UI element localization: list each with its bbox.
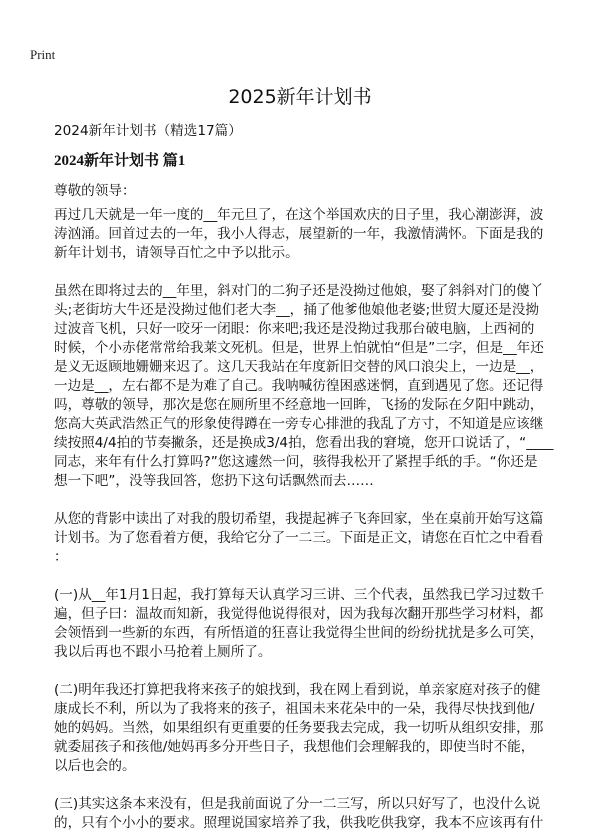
text-line: 过波音飞机，只好一咬牙一闭眼：你来吧;我还是没拗过我那台破电脑，上西祠的 <box>54 321 535 337</box>
paragraph <box>54 681 574 776</box>
section-heading: 2024新年计划书 篇1 <box>54 153 186 169</box>
paragraph <box>54 586 574 662</box>
text-line: 吗，尊敬的领导，那次是您在厕所里不经意地一回眸，飞扬的发际在夕阳中跳动， <box>54 397 544 413</box>
document-title: 2025新年计划书 <box>228 86 372 108</box>
text-line: 是义无返顾地姗姗来迟了。这几天我站在年度新旧交替的风口浪尖上，一边是__， <box>54 359 544 375</box>
text-line: 我以后再也不跟小马抢着上厕所了。 <box>54 644 272 660</box>
text-line: 同志，来年有什么打算吗?”您这遽然一问，骇得我松开了紧捏手纸的手。“你还是 <box>54 454 538 470</box>
document-body <box>54 120 574 833</box>
text-line: 续按照4/4拍的节奏撇条，还是换成3/4拍，您看出我的窘境，您开口说话了，“____ <box>54 435 554 451</box>
text-line: 一边是__，左右都不是为难了自己。我呐喊彷徨困惑迷惘，直到遇见了您。还记得 <box>54 378 544 394</box>
text-line: 涛汹涌。回首过去的一年，我小人得志，展望新的一年，我激情满怀。下面是我的 <box>54 226 544 242</box>
text-line: 从您的背影中读出了对我的殷切希望，我提起裤子飞奔回家，坐在桌前开始写这篇 <box>54 511 544 527</box>
text-line: 就委屈孩子和孩他/她妈再多分开些日子，我想他们会理解我的，即使当时不能， <box>54 739 535 755</box>
text-line: 计划书。为了您看着方便，我给它分了一二三。下面是正文，请您在百忙之中看看 <box>54 530 544 546</box>
text-line: 康成长不利，所以为了我将来的孩子，祖国未来花朵中的一朵，我得尽快找到他/ <box>54 701 535 717</box>
text-line: 您高大英武浩然正气的形象使得蹲在一旁专心排泄的我乱了方寸，不知道是应该继 <box>54 416 544 432</box>
text-line: 会领悟到一些新的东西，有所悟道的狂喜让我觉得尘世间的纷纷扰扰是多么可笑， <box>54 625 544 641</box>
text-line: 想一下吧”，没等我回答，您扔下这句话飘然而去…… <box>54 473 374 489</box>
text-line: (二)明年我还打算把我将来孩子的娘找到，我在网上看到说，单亲家庭对孩子的健 <box>54 682 541 698</box>
text-line: (三)其实这条本来没有，但是我前面说了分一二三写，所以只好写了，也没什么说 <box>54 796 541 812</box>
text-line: (一)从__年1月1日起，我打算每天认真学习三讲、三个代表，虽然我已学习过数千 <box>54 587 545 603</box>
paragraph <box>54 795 574 833</box>
text-line: 遍，但子曰：温故而知新，我觉得他说得很对，因为我每次翻开那些学习材料，都 <box>54 606 544 622</box>
text-line: 时候，个小赤佬常常给我莱文死机。但是，世界上怕就怕“但是”二字，但是__年还 <box>54 340 544 356</box>
paragraph <box>54 282 574 491</box>
salutation: 尊敬的领导： <box>54 183 136 199</box>
paragraph <box>54 510 574 567</box>
text-line: ： <box>54 549 68 565</box>
print-link[interactable]: Print <box>30 47 56 62</box>
paragraphs <box>54 206 574 833</box>
text-line: 再过几天就是一年一度的__年元旦了，在这个举国欢庆的日子里，我心潮澎湃，波 <box>54 207 544 223</box>
text-line: 虽然在即将过去的__年里，斜对门的二狗子还是没拗过他娘，娶了斜斜对门的傻丫 <box>54 283 544 299</box>
paragraph <box>54 206 574 263</box>
text-line: 新年计划书，请领导百忙之中予以批示。 <box>54 245 299 261</box>
text-line: 以后也会的。 <box>54 758 136 774</box>
subtitle: 2024新年计划书（精选17篇） <box>54 123 242 139</box>
text-line: 的，只有个小小的要求。照理说国家培养了我，供我吃供我穿，我本不应该再有什 <box>54 815 544 831</box>
text-line: 头;老街坊大牛还是没拗过他们老大李__，捅了他爹他娘他老婆;世贸大厦还是没拗 <box>54 302 539 318</box>
text-line: 她的妈妈。当然，如果组织有更重要的任务要我去完成，我一切听从组织安排，那 <box>54 720 544 736</box>
